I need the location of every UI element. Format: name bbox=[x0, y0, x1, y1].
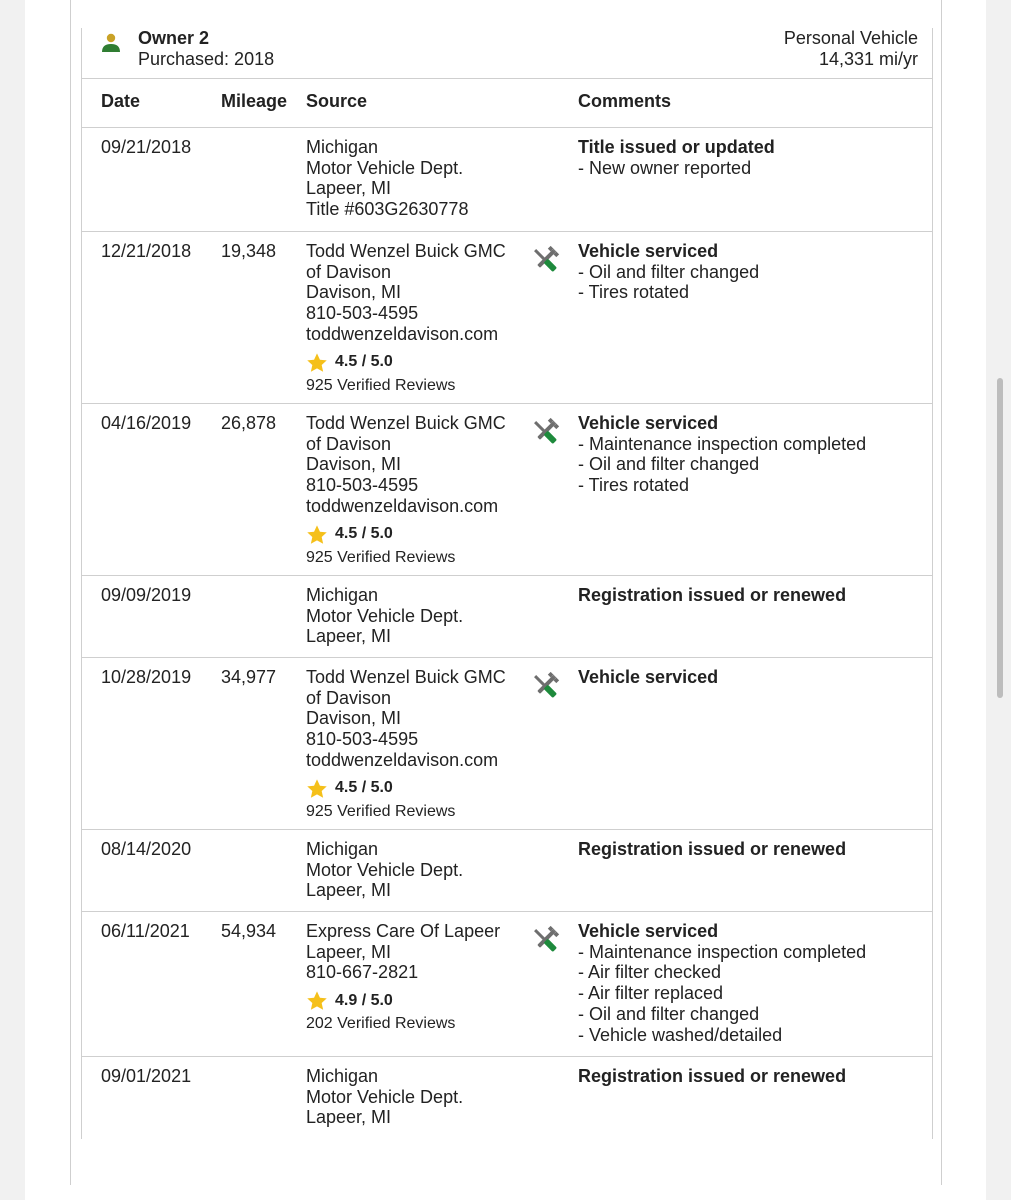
comment-item: - Vehicle washed/detailed bbox=[578, 1024, 783, 1045]
source-line: Davison, MI bbox=[306, 282, 402, 303]
header-mileage: Mileage bbox=[221, 91, 288, 111]
star-icon bbox=[306, 352, 335, 374]
service-tools-icon bbox=[528, 415, 562, 449]
record-comments bbox=[578, 241, 918, 303]
source-rating bbox=[306, 990, 526, 1012]
record-mileage: 34,977 bbox=[221, 667, 277, 687]
service-tools-icon bbox=[528, 669, 562, 703]
table-header bbox=[82, 79, 932, 128]
owner-vehicle-type: Personal Vehicle bbox=[783, 28, 918, 48]
record-date: 08/14/2020 bbox=[101, 839, 192, 859]
source-line: Michigan bbox=[306, 839, 379, 859]
source-phone-link[interactable]: 810-667-2821 bbox=[306, 962, 419, 983]
table-row bbox=[82, 1057, 932, 1139]
owner-miles-per-year: 14,331 mi/yr bbox=[818, 49, 918, 69]
comment-title: Vehicle serviced bbox=[578, 413, 719, 433]
source-line: Motor Vehicle Dept. bbox=[306, 605, 464, 626]
record-source bbox=[306, 1066, 526, 1128]
record-date: 10/28/2019 bbox=[101, 667, 192, 687]
record-source bbox=[306, 921, 526, 1035]
service-tools-icon bbox=[528, 243, 562, 277]
rating-value: 4.5 / 5.0 bbox=[335, 525, 393, 543]
record-date: 04/16/2019 bbox=[101, 413, 192, 433]
source-website-link[interactable]: toddwenzeldavison.com bbox=[306, 323, 499, 344]
record-comments bbox=[578, 1066, 918, 1087]
comment-item: - Maintenance inspection completed bbox=[578, 941, 867, 962]
star-icon bbox=[306, 990, 335, 1012]
comment-title: Vehicle serviced bbox=[578, 921, 719, 941]
record-comments bbox=[578, 921, 918, 1045]
owner-header bbox=[81, 28, 933, 78]
comment-title: Title issued or updated bbox=[578, 137, 775, 157]
record-comments bbox=[578, 137, 918, 178]
source-phone-link[interactable]: 810-503-4595 bbox=[306, 475, 419, 496]
record-mileage: 19,348 bbox=[221, 241, 277, 261]
star-icon bbox=[306, 524, 335, 546]
record-source bbox=[306, 241, 526, 397]
comment-item: - Maintenance inspection completed bbox=[578, 433, 867, 454]
source-phone-link[interactable]: 810-503-4595 bbox=[306, 303, 419, 324]
verified-reviews-link[interactable]: 925 Verified Reviews bbox=[306, 548, 456, 566]
scrollbar-thumb[interactable] bbox=[997, 378, 1003, 698]
record-source bbox=[306, 585, 526, 647]
history-table bbox=[81, 78, 933, 1139]
source-line: Lapeer, MI bbox=[306, 178, 392, 199]
source-rating bbox=[306, 778, 526, 800]
source-line: Davison, MI bbox=[306, 454, 402, 475]
source-line: Lapeer, MI bbox=[306, 1107, 392, 1128]
rating-value: 4.5 / 5.0 bbox=[335, 779, 393, 797]
source-website-link[interactable]: toddwenzeldavison.com bbox=[306, 749, 499, 770]
comment-title: Registration issued or renewed bbox=[578, 839, 847, 859]
record-date: 09/21/2018 bbox=[101, 137, 192, 157]
star-icon bbox=[306, 778, 335, 800]
comment-title: Registration issued or renewed bbox=[578, 585, 847, 605]
table-row bbox=[82, 232, 932, 404]
record-source bbox=[306, 413, 526, 569]
source-line: Motor Vehicle Dept. bbox=[306, 157, 464, 178]
source-line: Michigan bbox=[306, 1066, 379, 1086]
comment-item: - Oil and filter changed bbox=[578, 261, 760, 282]
source-line: Michigan bbox=[306, 585, 379, 605]
rating-value: 4.5 / 5.0 bbox=[335, 353, 393, 371]
header-date: Date bbox=[101, 91, 141, 111]
service-tools-icon bbox=[528, 923, 562, 957]
record-comments bbox=[578, 839, 918, 860]
record-source bbox=[306, 137, 526, 220]
table-row bbox=[82, 912, 932, 1057]
header-comments: Comments bbox=[578, 91, 672, 111]
source-line: Lapeer, MI bbox=[306, 626, 392, 647]
owner-name: Owner 2 bbox=[138, 28, 210, 48]
record-date: 09/09/2019 bbox=[101, 585, 192, 605]
table-row bbox=[82, 830, 932, 912]
source-line: of Davison bbox=[306, 261, 392, 282]
record-source bbox=[306, 667, 526, 823]
verified-reviews-link[interactable]: 202 Verified Reviews bbox=[306, 1015, 456, 1033]
comment-item: - Oil and filter changed bbox=[578, 1003, 760, 1024]
source-line: of Davison bbox=[306, 687, 392, 708]
comment-item: - Tires rotated bbox=[578, 282, 690, 303]
comment-item: - Air filter checked bbox=[578, 962, 722, 983]
source-website-link[interactable]: toddwenzeldavison.com bbox=[306, 495, 499, 516]
source-line: of Davison bbox=[306, 433, 392, 454]
source-line: Todd Wenzel Buick GMC bbox=[306, 413, 506, 433]
owner-person-icon bbox=[100, 32, 122, 54]
header-source: Source bbox=[306, 91, 368, 111]
source-rating bbox=[306, 524, 526, 546]
comment-title: Vehicle serviced bbox=[578, 241, 719, 261]
record-date: 12/21/2018 bbox=[101, 241, 192, 261]
source-line: Motor Vehicle Dept. bbox=[306, 1086, 464, 1107]
source-line: Express Care Of Lapeer bbox=[306, 921, 501, 941]
card-border-left bbox=[70, 0, 71, 1185]
source-rating bbox=[306, 352, 526, 374]
table-row bbox=[82, 658, 932, 830]
source-phone-link[interactable]: 810-503-4595 bbox=[306, 729, 419, 750]
record-date: 06/11/2021 bbox=[101, 921, 190, 941]
record-comments bbox=[578, 667, 918, 688]
comment-title: Registration issued or renewed bbox=[578, 1066, 847, 1086]
card-border-right bbox=[941, 0, 942, 1185]
comment-item: - Tires rotated bbox=[578, 475, 690, 496]
record-mileage: 54,934 bbox=[221, 921, 277, 941]
source-line: Davison, MI bbox=[306, 708, 402, 729]
verified-reviews-link[interactable]: 925 Verified Reviews bbox=[306, 376, 456, 394]
record-source bbox=[306, 839, 526, 901]
table-row bbox=[82, 576, 932, 658]
comment-item: - Oil and filter changed bbox=[578, 454, 760, 475]
comment-item: - New owner reported bbox=[578, 157, 752, 178]
source-line: Title #603G2630778 bbox=[306, 199, 469, 220]
comment-item: - Air filter replaced bbox=[578, 983, 724, 1004]
record-comments bbox=[578, 413, 918, 496]
table-row bbox=[82, 404, 932, 576]
source-line: Todd Wenzel Buick GMC bbox=[306, 667, 506, 687]
comment-title: Vehicle serviced bbox=[578, 667, 719, 687]
source-line: Lapeer, MI bbox=[306, 880, 392, 901]
record-mileage: 26,878 bbox=[221, 413, 277, 433]
source-line: Todd Wenzel Buick GMC bbox=[306, 241, 506, 261]
source-line: Michigan bbox=[306, 137, 379, 157]
verified-reviews-link[interactable]: 925 Verified Reviews bbox=[306, 802, 456, 820]
owner-purchased: Purchased: 2018 bbox=[138, 49, 275, 69]
table-row bbox=[82, 128, 932, 232]
record-date: 09/01/2021 bbox=[101, 1066, 192, 1086]
rating-value: 4.9 / 5.0 bbox=[335, 991, 393, 1009]
record-comments bbox=[578, 585, 918, 606]
source-line: Motor Vehicle Dept. bbox=[306, 859, 464, 880]
source-line: Lapeer, MI bbox=[306, 941, 392, 962]
